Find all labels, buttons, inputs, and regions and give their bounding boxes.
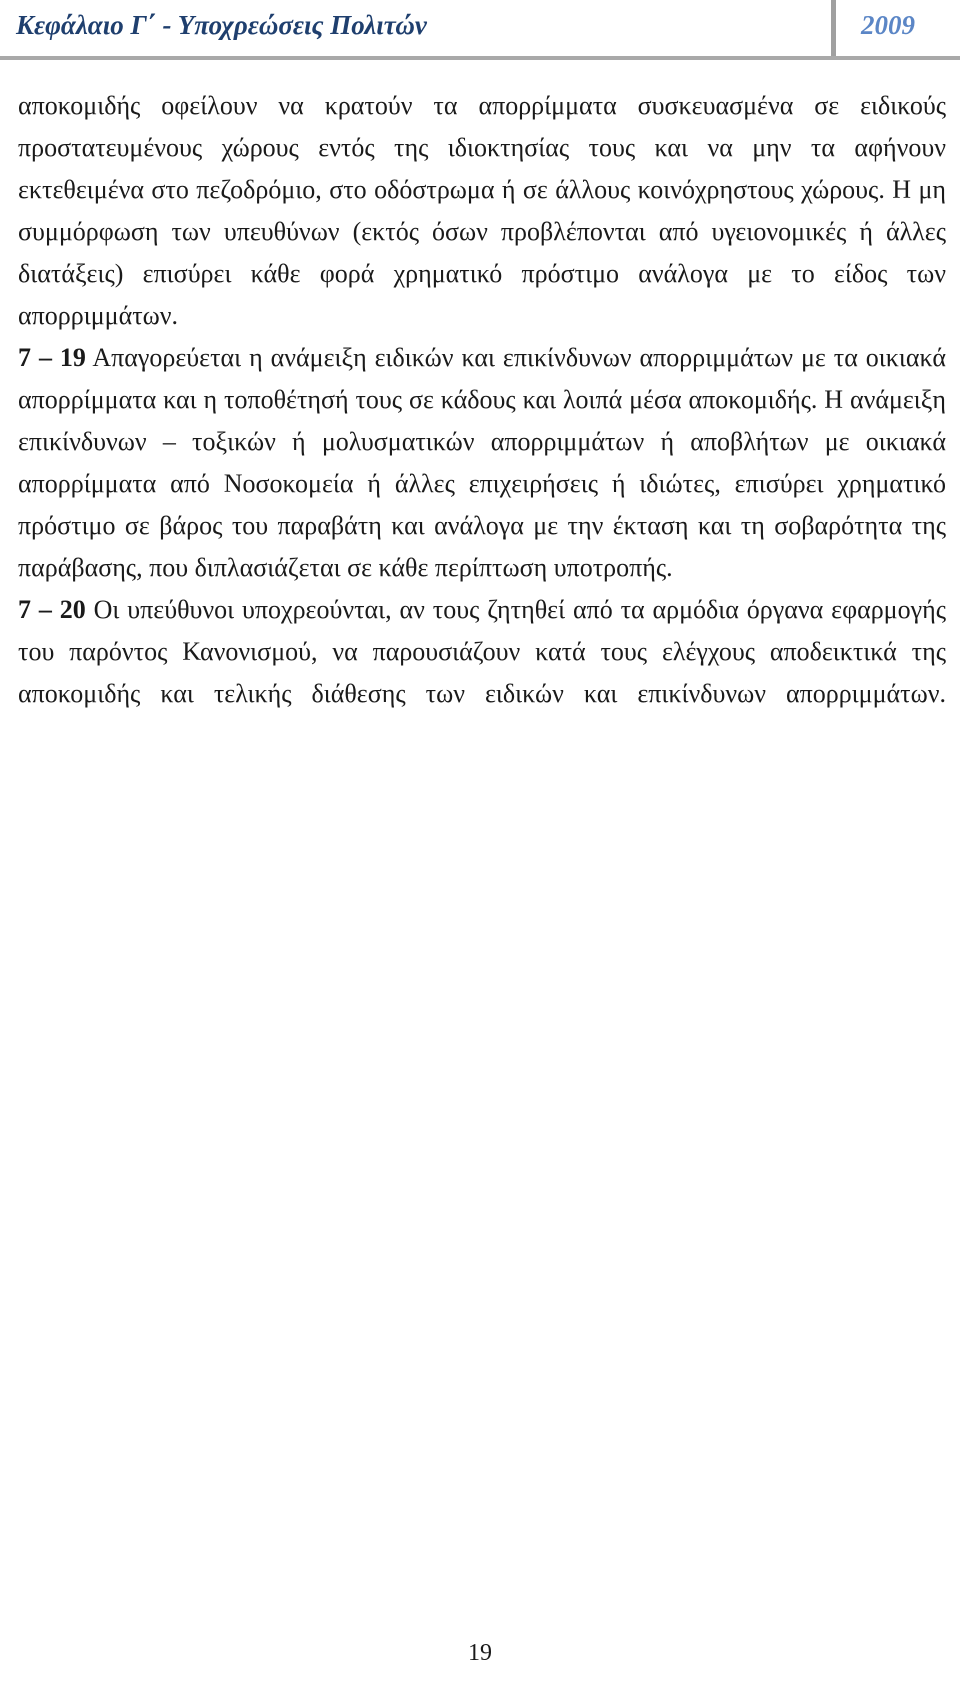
article-number: 7 – 19 (18, 343, 86, 372)
chapter-title: Κεφάλαιο Γ΄ - Υποχρεώσεις Πολιτών (16, 10, 427, 40)
article-text: Απαγορεύεται η ανάμειξη ειδικών και επικίνδυνων απορριμμάτων με τα οικιακά απορρίμματα και η τοποθέτησή τους σε κάδους και λοιπά μέσα αποκομιδής. Η ανάμειξη επικίνδυνων – τοξικών ή μολυσματικών απορριμμάτων ή αποβλήτων με οικιακά απορρίμματα από Νοσοκομεία ή άλλες επιχειρήσεις ή ιδιώτες, επισύρει χρηματικό πρόστιμο σε βάρος του παραβάτη και ανάλογα με την έκταση και τη σοβαρότητα της παράβασης, που διπλασιάζεται σε κάθε περίπτωση υποτροπής. (18, 343, 946, 582)
page-header (0, 0, 960, 62)
header-divider-vertical (831, 0, 836, 58)
header-year: 2009 (861, 10, 915, 40)
paragraph-article-7-20 (18, 589, 946, 715)
body-text (18, 85, 946, 715)
header-divider-horizontal (0, 56, 960, 60)
paragraph-continuation: αποκομιδής οφείλουν να κρατούν τα απορρίμματα συσκευασμένα σε ειδικούς προστατευμένους χώρους εντός της ιδιοκτησίας τους και να μην τα αφήνουν εκτεθειμένα στο πεζοδρόμιο, στο οδόστρωμα ή σε άλλους κοινόχρηστους χώρους. Η μη συμμόρφωση των υπευθύνων (εκτός όσων προβλέπονται από υγειονομικές ή άλλες διατάξεις) επισύρει κάθε φορά χρηματικό πρόστιμο ανάλογα με το είδος των απορριμμάτων. (18, 91, 946, 330)
page-number: 19 (468, 1640, 492, 1666)
article-text: Οι υπεύθυνοι υποχρεούνται, αν τους ζητηθεί από τα αρμόδια όργανα εφαρμογής του παρόντος Κανονισμού, να παρουσιάζουν κατά τους ελέγχους αποδεικτικά της αποκομιδής και τελικής διάθεσης των ειδικών και επικίνδυνων απορριμμάτων. (18, 595, 946, 708)
article-number: 7 – 20 (18, 595, 86, 624)
paragraph-article-7-19 (18, 337, 946, 589)
